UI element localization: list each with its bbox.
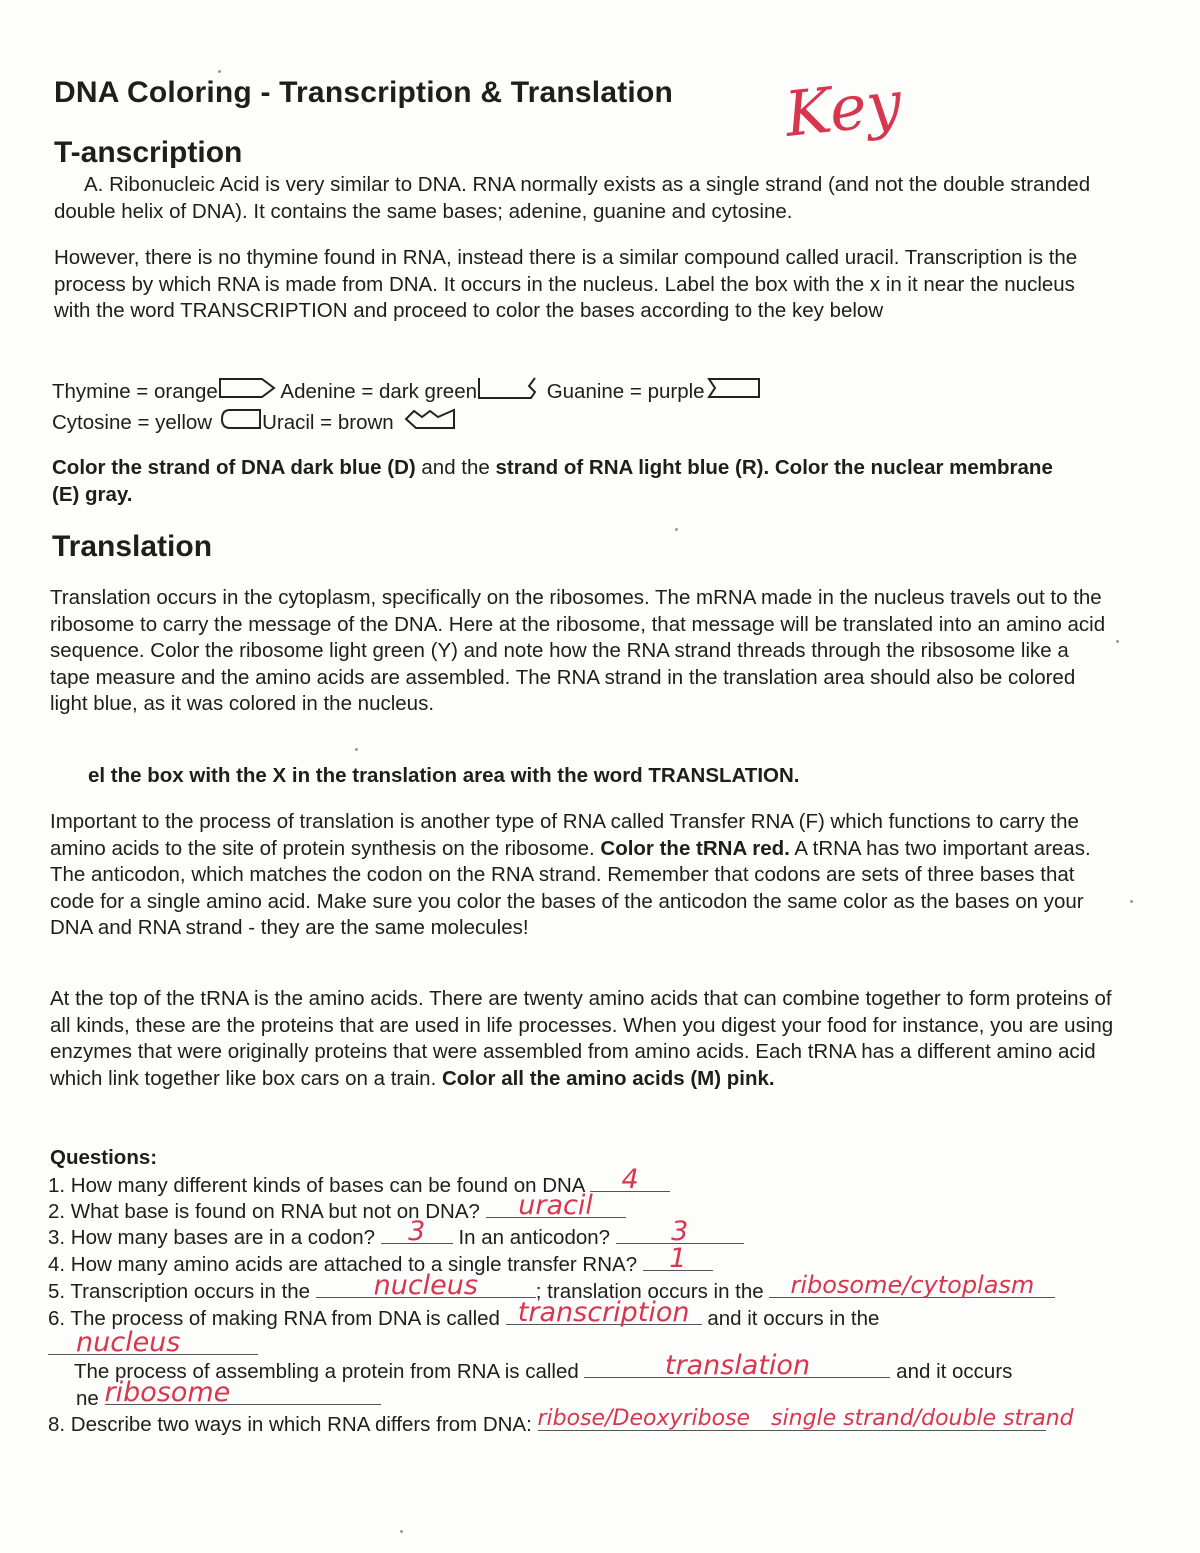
cytosine-shape-icon [220, 407, 262, 440]
question-6-text-b: and it occurs in the [701, 1307, 880, 1330]
handwritten-key-mark: Key [781, 66, 905, 151]
trna-color-instruction: Color the tRNA red. [600, 836, 790, 860]
question-4-text: 4. How many amino acids are attached to a single transfer RNA? [48, 1253, 638, 1276]
transcription-paragraph-2: However, there is no thymine found in RNA, instead there is a similar compound called uracil. Transcription is the process by which RNA is made from DNA. It occurs in the nucleus. Label the box with the x in it near the nucleus with the word TRANSCRIPTION and proceed to color the bases according to the key below [54, 246, 1078, 322]
scan-speck [355, 748, 358, 751]
amino-acid-text: At the top of the tRNA is the amino acids. There are twenty amino acids that can combine together to form proteins of all kinds, these are the proteins that are used in life processes. When you digest your food for instance, you are using enzymes that were originally proteins that were assembled from amino acids. Each tRNA has a different amino acid which link together like box cars on a train. [50, 987, 1114, 1090]
instr-rna-membrane: strand of RNA light blue (R). Color the nuclear membrane (E) gray. [52, 456, 1053, 506]
question-1-answer-field[interactable] [590, 1164, 670, 1195]
question-3-text-a: 3. How many bases are in a codon? [48, 1226, 376, 1249]
question-7-text-b: and it occurs [896, 1360, 1013, 1383]
guanine-shape-icon [705, 376, 763, 409]
key-uracil: Uracil = brown [262, 410, 394, 434]
color-instructions [52, 455, 1062, 508]
question-2-answer-field[interactable] [486, 1190, 626, 1221]
question-8-answer-field[interactable] [537, 1406, 1074, 1431]
key-adenine: Adenine = dark green [280, 379, 477, 403]
question-8-answer-a: ribose/Deoxyribose [537, 1406, 751, 1431]
question-1-answer: 4 [621, 1164, 639, 1195]
question-3 [48, 1216, 744, 1252]
key-cytosine: Cytosine = yellow [52, 410, 213, 434]
question-7-line-2 [48, 1377, 381, 1413]
question-7-process-field[interactable] [584, 1350, 890, 1381]
question-7-process-answer: translation [664, 1350, 811, 1381]
translation-paragraph-2 [50, 809, 1118, 942]
question-4-answer-field[interactable] [643, 1243, 713, 1274]
color-key-row-2 [52, 407, 458, 440]
question-3-anticodon-answer: 3 [671, 1216, 689, 1247]
instr-dna-strand: Color the strand of DNA dark blue (D) [52, 456, 416, 479]
question-2-text: 2. What base is found on RNA but not on DNA? [48, 1200, 480, 1223]
question-3-codon-field[interactable] [381, 1216, 453, 1247]
scan-speck [400, 1530, 403, 1533]
anticodon-text: A tRNA has two important areas. The anticodon, which matches the codon on the RNA strand. Remember that codons are sets of three bases that code for a single amino acid. Make sure you color the bases of the anticodon the same color as the bases on your DNA and RNA strand - they are the same molecules! [50, 836, 1091, 939]
question-7-text-c: ne [76, 1387, 99, 1410]
transcription-heading: T-anscription [54, 136, 243, 169]
questions-heading: Questions: [50, 1146, 158, 1169]
translation-paragraph-1: Translation occurs in the cytoplasm, specifically on the ribosomes. The mRNA made in the nucleus travels out to the ribosome to carry the message of the DNA. Here at the ribosome, that message will be translated into an amino acid sequence. Color the ribosome light green (Y) and note how the RNA strand threads through the ribsosome like a tape measure and the amino acids are assembled. The RNA strand in the translation area should also be colored light blue, as it was colored in the nucleus. [50, 586, 1106, 715]
question-1-text: 1. How many different kinds of bases can be found on DNA [48, 1174, 585, 1197]
key-guanine: Guanine = purple [546, 379, 705, 403]
scan-speck [1116, 640, 1119, 643]
question-5-text-a: 5. Transcription occurs in the [48, 1280, 311, 1303]
adenine-shape-icon [477, 376, 541, 409]
scan-speck [675, 528, 678, 531]
thymine-shape-icon [218, 376, 276, 409]
question-5-translation-field[interactable] [769, 1271, 1055, 1299]
question-8-answer-b: single strand/double strand [771, 1406, 1074, 1431]
key-thymine: Thymine = orange [52, 379, 218, 403]
question-3-anticodon-field[interactable] [616, 1216, 744, 1247]
question-5-transcription-answer: nucleus [373, 1270, 478, 1301]
question-6-process-field[interactable] [506, 1297, 702, 1328]
instr-connector: and the [415, 456, 496, 479]
question-2-answer: uracil [518, 1190, 593, 1221]
question-6-location-answer: nucleus [76, 1327, 181, 1358]
page-title: DNA Coloring - Transcription & Translation [54, 76, 673, 109]
question-2 [48, 1190, 626, 1226]
question-8 [48, 1406, 1074, 1439]
question-7-location-answer: ribosome [104, 1377, 231, 1408]
translation-label-instruction: el the box with the X in the translation area with the word TRANSLATION. [88, 764, 800, 787]
question-5-transcription-field[interactable] [316, 1270, 536, 1301]
question-6-process-answer: transcription [517, 1297, 690, 1328]
scan-speck [218, 70, 221, 73]
question-3-text-b: In an anticodon? [452, 1226, 611, 1249]
question-8-text: 8. Describe two ways in which RNA differs from DNA: [48, 1413, 532, 1436]
question-5-translation-answer: ribosome/cytoplasm [790, 1271, 1035, 1299]
translation-paragraph-3 [50, 986, 1114, 1092]
question-6-location-field[interactable] [48, 1327, 258, 1358]
amino-acid-color-instruction: Color all the amino acids (M) pink. [441, 1066, 775, 1090]
question-4-answer: 1 [669, 1243, 687, 1274]
question-7-text-a: The process of assembling a protein from RNA is called [74, 1360, 579, 1383]
question-3-codon-answer: 3 [408, 1216, 426, 1247]
transcription-paragraph-1: A. Ribonucleic Acid is very similar to DNA. RNA normally exists as a single strand (and not the double stranded double helix of DNA). It contains the same bases; adenine, guanine and cytosine. [54, 173, 1091, 223]
question-5-text-b: ; translation occurs in the [535, 1280, 764, 1303]
question-8-answer [537, 1405, 1074, 1432]
color-key-row-1 [52, 376, 763, 409]
translation-heading: Translation [52, 530, 213, 563]
trna-intro: Important to the process of translation is another type of RNA called Transfer RNA (F) which functions to carry the amino acids to the site of protein synthesis on the ribosome. [50, 810, 1079, 860]
question-7-location-field[interactable] [104, 1377, 381, 1408]
question-6-text-a: 6. The process of making RNA from DNA is called [48, 1307, 500, 1330]
uracil-shape-icon [402, 407, 458, 440]
scan-speck [1130, 900, 1133, 903]
